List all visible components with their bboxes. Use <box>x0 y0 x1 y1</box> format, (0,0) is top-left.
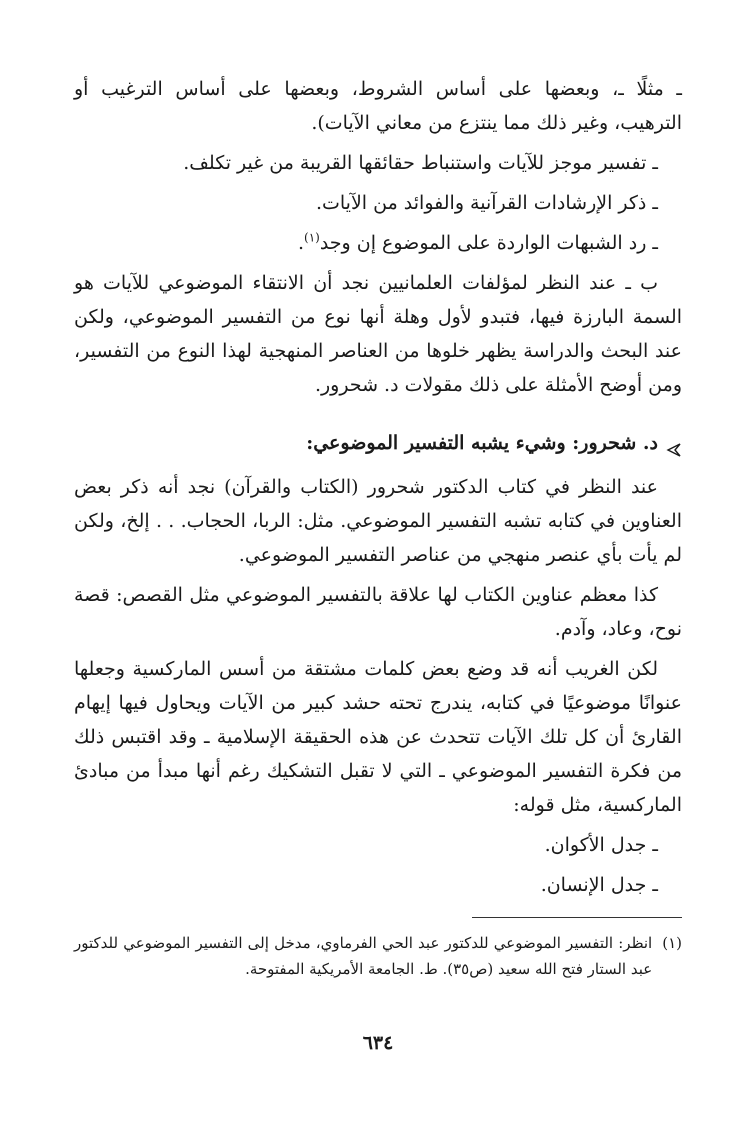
footnote <box>74 930 682 982</box>
paragraph-continuation: ـ مثلًا ـ، وبعضها على أساس الشروط، وبعضها على أساس الترغيب أو الترهيب، وغير ذلك مما ينتزع من معاني الآيات). <box>74 78 682 134</box>
footnote-text: انظر: التفسير الموضوعي للدكتور عبد الحي الفرماوي، مدخل إلى التفسير الموضوعي للدكتور عبد الستار فتح الله سعيد (ص٣٥). ط. الجامعة الأمريكية المفتوحة. <box>74 934 653 978</box>
list-item: ـ تفسير موجز للآيات واستنباط حقائقها القريبة من غير تكلف. <box>183 152 658 174</box>
book-page <box>74 72 682 1083</box>
section-heading-text: د. شحرور: وشيء يشبه التفسير الموضوعي: <box>306 432 658 454</box>
page-number: ٦٣٤ <box>362 1032 394 1054</box>
section-heading <box>74 426 682 460</box>
footnote-reference[interactable]: (١) <box>304 230 320 245</box>
footnote-number: (١) <box>662 934 682 952</box>
paragraph-marxism: لكن الغريب أنه قد وضع بعض كلمات مشتقة من أسس الماركسية وجعلها عنوانًا موضوعيًا في كتابه، يندرج تحته حشد كبير من الآيات ويحاول فيها إيهام القارئ أن كل تلك الآيات تتحدث عن هذه الحقيقة الإسلامية ـ وقد اقتبس ذلك من فكرة التفسير الموضوعي ـ التي لا تقبل التشكيك رغم أنها مبدأ من مبادئ الماركسية، مثل قوله: <box>74 658 682 816</box>
list-item-with-footnote <box>74 226 682 260</box>
list-item: ـ جدل الإنسان. <box>540 874 658 896</box>
list-item-text: ـ رد الشبهات الواردة على الموضوع إن وجد <box>319 232 658 254</box>
arrowhead-icon <box>666 435 682 451</box>
paragraph-titles: كذا معظم عناوين الكتاب لها علاقة بالتفسير الموضوعي مثل القصص: قصة نوح، وعاد، وآدم. <box>74 584 682 640</box>
paragraph-shahrour-book: عند النظر في كتاب الدكتور شحرور (الكتاب والقرآن) نجد أنه ذكر بعض العناوين في كتابه تشبه التفسير الموضوعي. مثل: الربا، الحجاب. . . إلخ، ولكن لم يأت بأي عنصر منهجي من عناصر التفسير الموضوعي. <box>74 476 682 566</box>
list-item: ـ ذكر الإرشادات القرآنية والفوائد من الآيات. <box>315 192 658 214</box>
footnote-divider <box>472 917 682 918</box>
paragraph-secularists: ب ـ عند النظر لمؤلفات العلمانيين نجد أن الانتقاء الموضوعي للآيات هو السمة البارزة فيها، فتبدو لأول وهلة أنها نوع من التفسير الموضوعي، ولكن عند البحث والدراسة يظهر خلوها من العناصر المنهجية لهذا النوع من التفسير، ومن أوضح الأمثلة على ذلك مقولات د. شحرور. <box>74 272 682 396</box>
list-item: ـ جدل الأكوان. <box>544 834 658 856</box>
list-item-end: . <box>297 232 304 254</box>
